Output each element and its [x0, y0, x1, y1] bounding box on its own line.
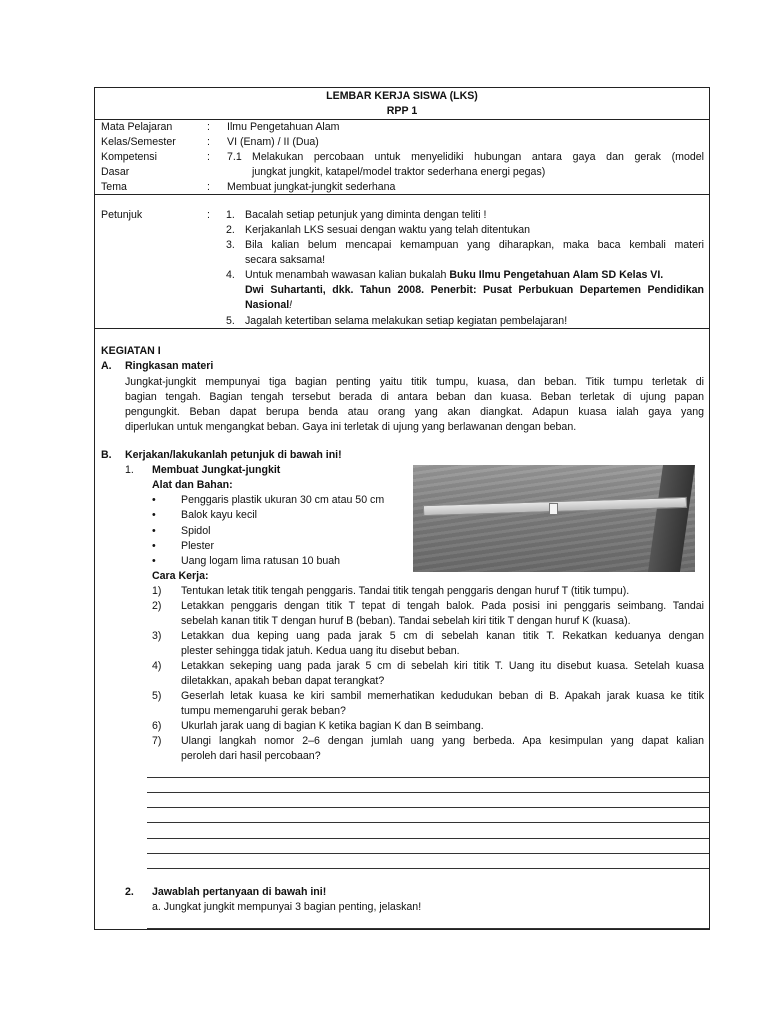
alat-title: Alat dan Bahan:	[152, 479, 233, 491]
ringkasan-line: bagian tengah. Bagian tengah tersebut berada di antara beban dan kuasa. Beban terletak di ujung papan	[125, 391, 704, 403]
answer-line[interactable]	[147, 928, 709, 929]
kompetensi-number: 7.1	[227, 151, 242, 163]
bullet: •	[152, 540, 156, 552]
step-num: 5)	[152, 690, 162, 702]
worksheet-title: LEMBAR KERJA SISWA (LKS)	[326, 90, 478, 102]
divider	[95, 119, 709, 120]
petunjuk-num: 5.	[226, 315, 235, 327]
answer-line[interactable]	[147, 838, 709, 839]
colon: :	[207, 181, 210, 193]
book-reference-cont: Dwi Suhartanti, dkk. Tahun 2008. Penerbit: Pusat Perbukuan Departemen Pendidikan	[245, 284, 704, 296]
worksheet-subtitle: RPP 1	[386, 105, 418, 117]
colon: :	[207, 151, 210, 163]
ringkasan-line: pengungkit. Beban dapat berupa benda atau orang yang akan diangkat. Adapun kuasa ialah gaya yang	[125, 406, 704, 418]
step-num: 3)	[152, 630, 162, 642]
worksheet-table	[94, 87, 710, 930]
question-a: a. Jungkat jungkit mempunyai 3 bagian penting, jelaskan!	[152, 901, 422, 913]
step-num: 4)	[152, 660, 162, 672]
alat-item: Uang logam lima ratusan 10 buah	[181, 555, 341, 567]
petunjuk-label: Petunjuk	[101, 209, 143, 221]
kegiatan-title: KEGIATAN I	[101, 345, 161, 357]
section-a-letter: A.	[101, 360, 112, 372]
book-reference-end	[245, 298, 292, 312]
colon: :	[207, 136, 210, 148]
step-text: Geserlah letak kuasa ke kiri sambil memerhatikan kedudukan beban di B. Apakah jarak kuasa ke titik	[181, 690, 704, 702]
petunjuk-num: 1.	[226, 209, 235, 221]
book-publisher: Nasional	[245, 299, 290, 311]
kompetensi-label: Kompetensi	[101, 151, 157, 163]
petunjuk-item-cont: secara saksama!	[245, 254, 326, 266]
answer-line[interactable]	[147, 822, 709, 823]
step-text-cont: plester sehingga tidak jatuh. Kedua uang itu disebut beban.	[181, 645, 460, 657]
alat-item: Balok kayu kecil	[181, 509, 257, 521]
sub2-title: Jawablah pertanyaan di bawah ini!	[152, 886, 327, 898]
petunjuk-item: Bila kalian belum mencapai kemampuan yang diharapkan, maka baca kembali materi	[245, 239, 704, 251]
answer-line[interactable]	[147, 868, 709, 869]
tema-label: Tema	[101, 181, 127, 193]
ringkasan-line: Jungkat-jungkit mempunyai tiga bagian penting yaitu titik tumpu, kuasa, dan beban. Titik tumpu terletak di	[125, 376, 704, 388]
divider	[95, 194, 709, 195]
bullet: •	[152, 509, 156, 521]
alat-item: Penggaris plastik ukuran 30 cm atau 50 cm	[181, 494, 385, 506]
kompetensi-text-line2: jungkat jungkit, katapel/model traktor sederhana energi pegas)	[252, 166, 546, 178]
petunjuk-num: 3.	[226, 239, 235, 251]
step-text: Ukurlah jarak uang di bagian K ketika bagian K dan B seimbang.	[181, 720, 484, 732]
petunjuk-item: Jagalah ketertiban selama melakukan setiap kegiatan pembelajaran!	[245, 315, 568, 327]
step-text-cont: tumpu memengaruhi gerak beban?	[181, 705, 346, 717]
step-num: 6)	[152, 720, 162, 732]
answer-line[interactable]	[147, 792, 709, 793]
step-text: Letakkan sekeping uang pada jarak 5 cm di sebelah kiri titik T. Uang itu disebut kuasa. Setelah kuasa	[181, 660, 704, 672]
alat-item: Plester	[181, 540, 214, 552]
petunjuk-num: 2.	[226, 224, 235, 236]
kompetensi-text-line1: Melakukan percobaan untuk menyelidiki hubungan antara gaya dan gerak (model	[252, 151, 704, 163]
mapel-value: Ilmu Pengetahuan Alam	[227, 121, 340, 133]
ringkasan-line: diperlukan untuk mengangkat beban. Gaya ini terletak di ujung yang berlawanan dengan beban.	[125, 421, 577, 433]
step-text: Ulangi langkah nomor 2–6 dengan jumlah uang yang berbeda. Apa kesimpulan yang dapat kalian	[181, 735, 704, 747]
section-b-title: Kerjakan/lakukanlah petunjuk di bawah ini!	[125, 449, 342, 461]
step-text: Letakkan penggaris dengan titik T tepat di tengah balok. Pada posisi ini penggaris seimbang. Tandai	[181, 600, 704, 612]
divider	[95, 328, 709, 329]
step-text: Tentukan letak titik tengah penggaris. Tandai titik tengah penggaris dengan huruf T (titik tumpu).	[181, 585, 630, 597]
sub1-number: 1.	[125, 464, 134, 476]
cara-title: Cara Kerja:	[152, 570, 209, 582]
exclamation: !	[289, 299, 293, 311]
step-text: Letakkan dua keping uang pada jarak 5 cm di sebelah kanan titik T. Rekatkan keduanya dengan	[181, 630, 704, 642]
colon: :	[207, 209, 210, 221]
kelas-value: VI (Enam) / II (Dua)	[227, 136, 319, 148]
petunjuk-item	[245, 268, 663, 282]
petunjuk-item-text: Untuk menambah wawasan kalian bukalah	[245, 269, 447, 281]
section-b-letter: B.	[101, 449, 112, 461]
step-text-cont: sebelah kanan titik T dengan huruf B (beban). Tandai sebelah kiri titik T dengan huruf K (kuasa).	[181, 615, 631, 627]
step-num: 7)	[152, 735, 162, 747]
alat-item: Spidol	[181, 525, 211, 537]
answer-line[interactable]	[147, 853, 709, 854]
bullet: •	[152, 525, 156, 537]
petunjuk-item: Kerjakanlah LKS sesuai dengan waktu yang telah ditentukan	[245, 224, 531, 236]
step-num: 2)	[152, 600, 162, 612]
ruler-photo	[413, 465, 695, 572]
bullet: •	[152, 555, 156, 567]
petunjuk-item: Bacalah setiap petunjuk yang diminta dengan teliti !	[245, 209, 487, 221]
step-num: 1)	[152, 585, 162, 597]
colon: :	[207, 121, 210, 133]
section-a-title: Ringkasan materi	[125, 360, 214, 372]
bullet: •	[152, 494, 156, 506]
answer-line[interactable]	[147, 807, 709, 808]
tema-value: Membuat jungkat-jungkit sederhana	[227, 181, 396, 193]
step-text-cont: diletakkan, apakah beban dapat terangkat?	[181, 675, 385, 687]
kelas-label: Kelas/Semester	[101, 136, 176, 148]
book-reference: Buku Ilmu Pengetahuan Alam SD Kelas VI.	[449, 269, 664, 281]
mapel-label: Mata Pelajaran	[101, 121, 173, 133]
sub2-number: 2.	[125, 886, 134, 898]
answer-line[interactable]	[147, 777, 709, 778]
petunjuk-num: 4.	[226, 269, 235, 281]
step-text-cont: peroleh dari hasil percobaan?	[181, 750, 321, 762]
sub1-title: Membuat Jungkat-jungkit	[152, 464, 281, 476]
kompetensi-label-2: Dasar	[101, 166, 130, 178]
